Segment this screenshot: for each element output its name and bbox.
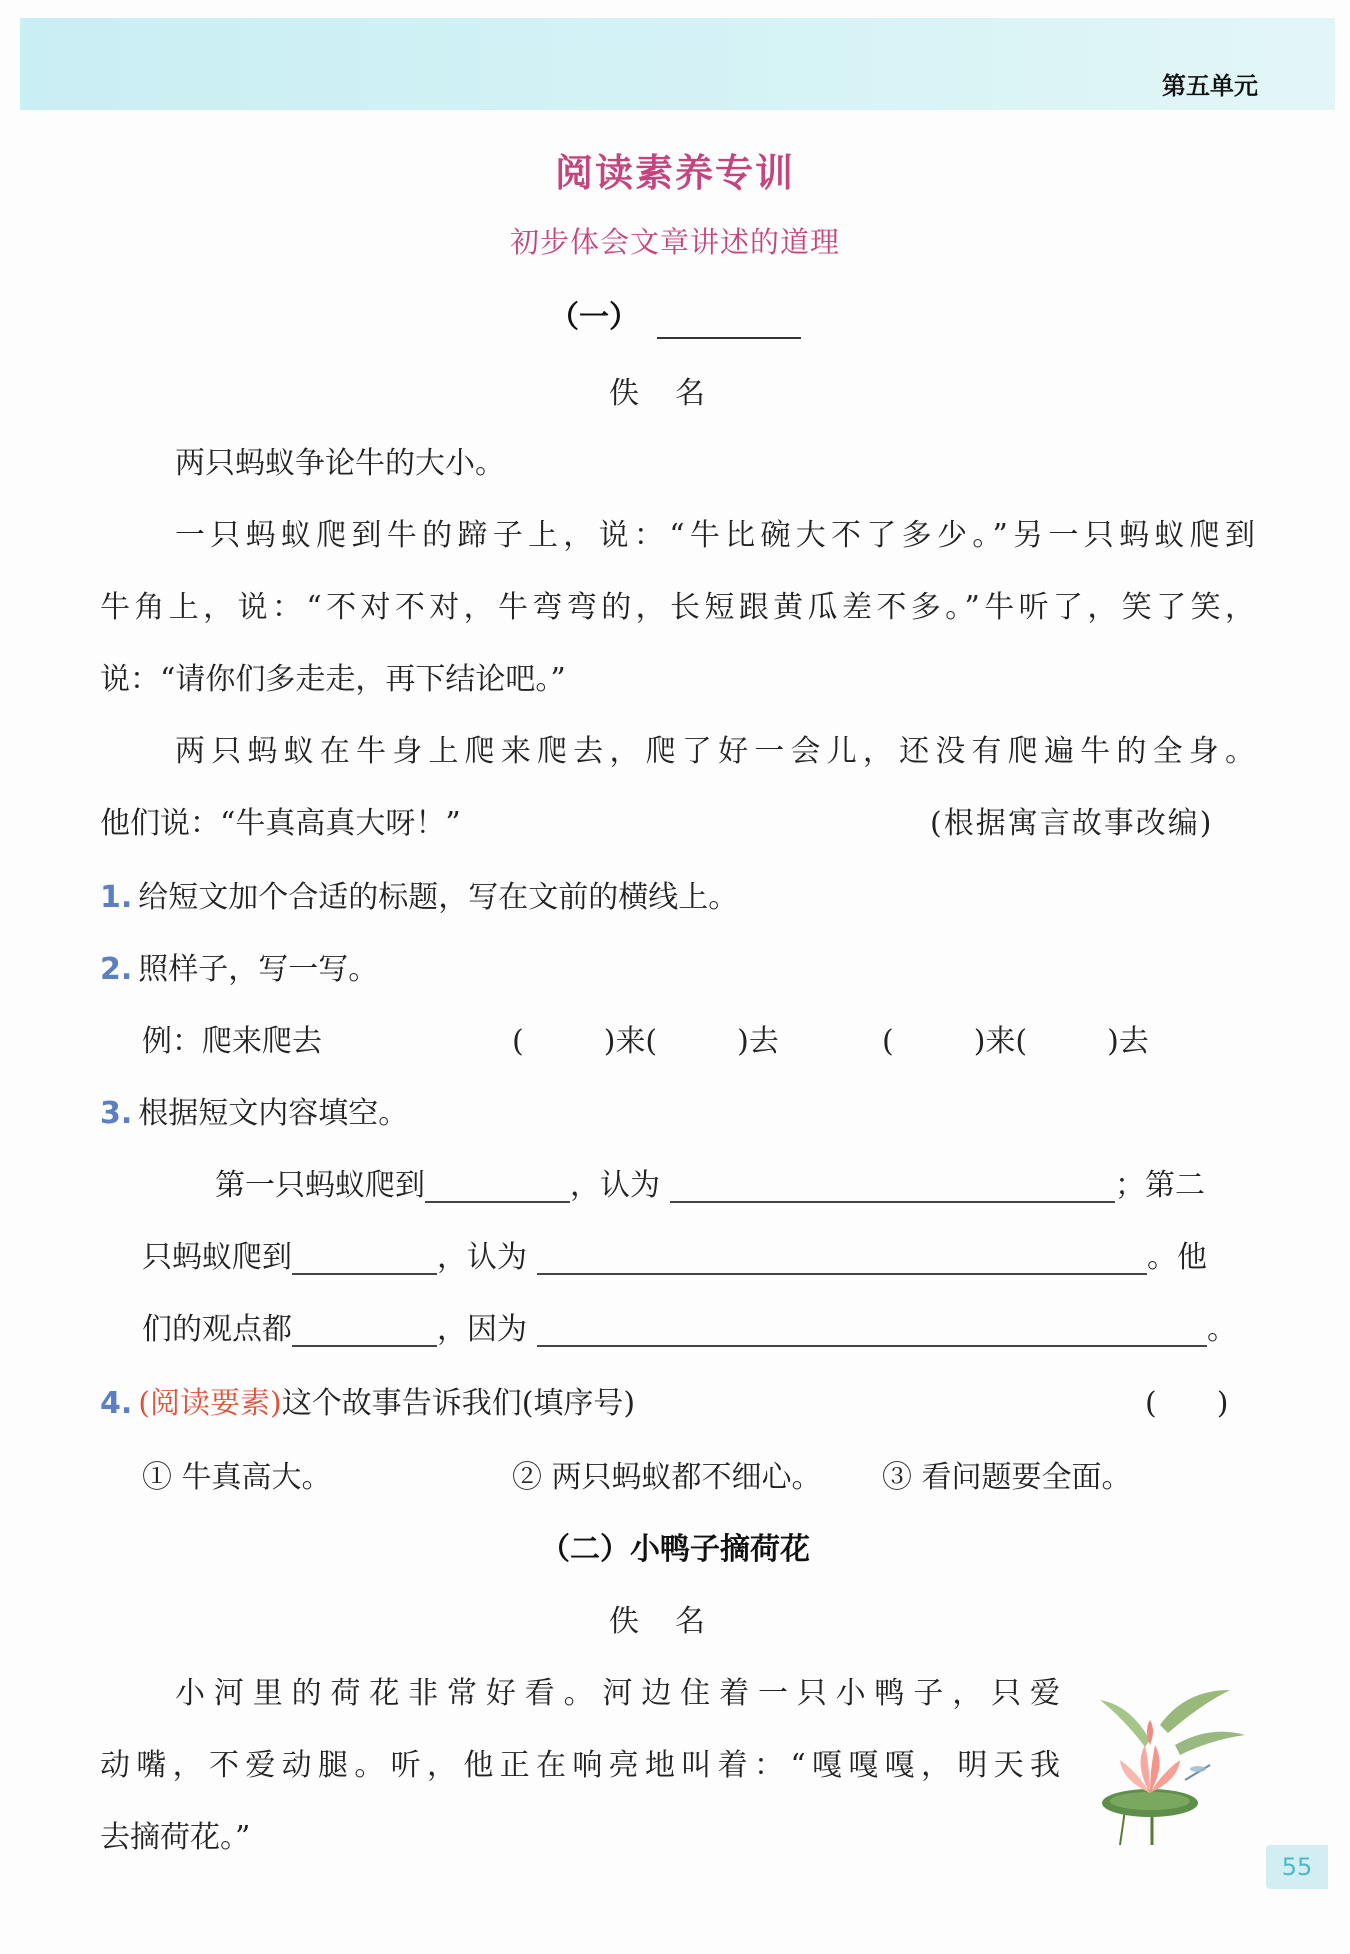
q3-text: 第一只蚂蚁爬到 <box>215 1168 425 1203</box>
blank[interactable] <box>670 1169 1115 1203</box>
qu-text: )去 <box>737 1024 779 1059</box>
passage2-line: 小河里的荷花非常好看。河边住着一只小鸭子，只爱 <box>175 1676 1060 1711</box>
blank[interactable] <box>537 1241 1147 1275</box>
page-subtitle: 初步体会文章讲述的道理 <box>509 225 840 259</box>
passage1-source: (根据寓言故事改编) <box>930 806 1214 841</box>
q3-text: 只蚂蚁爬到 <box>142 1240 292 1275</box>
passage2-line: 去摘荷花。” <box>100 1820 251 1855</box>
page-title: 阅读素养专训 <box>554 151 795 195</box>
question-number: 4. <box>100 1386 133 1421</box>
qu-text: )去 <box>1107 1024 1149 1059</box>
question-number: 3. <box>100 1096 133 1131</box>
passage2-author: 佚名 <box>609 1604 741 1639</box>
passage1-line: 牛角上，说：“不对不对，牛弯弯的，长短跟黄瓜差不多。”牛听了，笑了笑， <box>100 590 1255 625</box>
passage1-author: 佚名 <box>609 376 741 411</box>
question-text: 给短文加个合适的标题，写在文前的横线上。 <box>138 880 739 915</box>
question-text: 根据短文内容填空。 <box>138 1096 409 1131</box>
question-text: 这个故事告诉我们(填序号) <box>281 1386 636 1421</box>
question-3 <box>100 1088 408 1132</box>
q3-text: ，认为 <box>570 1168 660 1203</box>
question-text: 照样子，写一写。 <box>138 952 379 987</box>
blank[interactable] <box>425 1169 570 1203</box>
q2-example: 例：爬来爬去 <box>142 1024 322 1059</box>
passage1-line: 一只蚂蚁爬到牛的蹄子上，说：“牛比碗大不了多少。”另一只蚂蚁爬到 <box>175 518 1255 553</box>
paren-open: ( <box>512 1024 524 1059</box>
q4-option-1: ① 牛真高大。 <box>142 1460 332 1495</box>
q3-text: 。 <box>1207 1312 1237 1347</box>
blank[interactable] <box>292 1313 437 1347</box>
unit-label: 第五单元 <box>1162 72 1258 100</box>
paren-close: ) <box>973 1024 986 1059</box>
question-4 <box>100 1378 635 1422</box>
passage1-line: 两只蚂蚁在牛身上爬来爬去，爬了好一会儿，还没有爬遍牛的全身。 <box>175 734 1255 769</box>
passage2-heading: （二）小鸭子摘荷花 <box>540 1532 810 1567</box>
q4-option-2: ② 两只蚂蚁都不细心。 <box>512 1460 822 1495</box>
passage1-line: 说：“请你们多走走，再下结论吧。” <box>100 662 566 697</box>
q3-text: ，认为 <box>437 1240 527 1275</box>
paren-open: ( <box>882 1024 894 1059</box>
question-2 <box>100 944 378 988</box>
paren-close: ) <box>603 1024 616 1059</box>
q3-line-2 <box>142 1232 1207 1276</box>
header-band <box>20 18 1335 110</box>
page-number: 55 <box>1266 1845 1328 1889</box>
question-number: 2. <box>100 952 133 987</box>
lotus-illustration-icon <box>1090 1685 1250 1850</box>
q3-text: ，因为 <box>437 1312 527 1347</box>
q2-answer-2 <box>882 1016 1149 1060</box>
q3-text: ；第二 <box>1115 1168 1205 1203</box>
q4-option-3: ③ 看问题要全面。 <box>882 1460 1132 1495</box>
question-1 <box>100 872 738 916</box>
lai-text: 来( <box>615 1024 658 1059</box>
q3-line-1 <box>215 1160 1205 1204</box>
q3-text: 们的观点都 <box>142 1312 292 1347</box>
blank[interactable] <box>537 1313 1207 1347</box>
passage2-line: 动嘴，不爱动腿。听，他正在响亮地叫着：“嘎嘎嘎，明天我 <box>100 1748 1060 1783</box>
passage1-line: 两只蚂蚁争论牛的大小。 <box>175 446 505 481</box>
q3-text: 。他 <box>1147 1240 1207 1275</box>
passage1-heading-label: （一） <box>549 300 639 335</box>
title-blank[interactable] <box>657 301 801 339</box>
q4-answer-paren[interactable]: ( ) <box>1145 1386 1229 1421</box>
blank[interactable] <box>292 1241 437 1275</box>
passage1-line: 他们说：“牛真高真大呀！” <box>100 806 461 841</box>
question-number: 1. <box>100 880 133 915</box>
q2-answer-1 <box>512 1016 779 1060</box>
reading-element-tag: (阅读要素) <box>138 1386 282 1421</box>
q3-line-3 <box>142 1304 1237 1348</box>
lai-text: 来( <box>985 1024 1028 1059</box>
passage1-heading <box>0 292 1350 339</box>
